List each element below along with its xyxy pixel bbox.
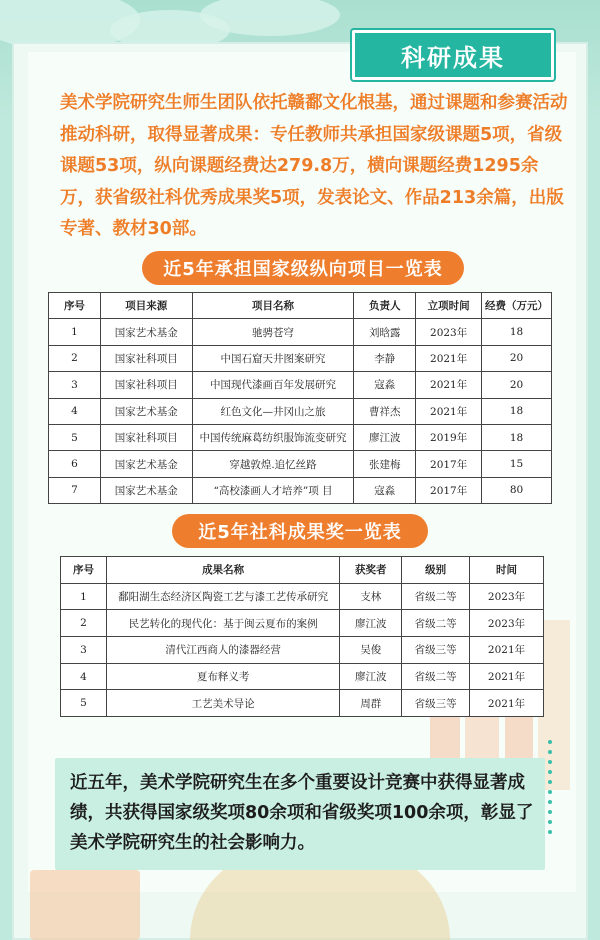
cell-project: 穿越敦煌.追忆丝路 bbox=[192, 451, 354, 477]
table-row bbox=[61, 690, 544, 717]
cell-source: 国家艺术基金 bbox=[100, 319, 192, 345]
cell-index: 5 bbox=[49, 424, 101, 450]
cell-funding: 20 bbox=[482, 345, 552, 371]
column-header: 项目名称 bbox=[192, 293, 354, 319]
cell-year: 2021年 bbox=[470, 637, 544, 664]
cell-project: 红色文化—井冈山之旅 bbox=[192, 398, 354, 424]
cell-winner: 廖江波 bbox=[340, 610, 402, 637]
cell-achievement: 鄱阳湖生态经济区陶瓷工艺与漆工艺传承研究 bbox=[106, 583, 339, 610]
cell-date: 2017年 bbox=[416, 477, 482, 503]
cell-leader: 廖江波 bbox=[354, 424, 416, 450]
summary-paragraph: 近五年，美术学院研究生在多个重要设计竞赛中获得显著成绩，共获得国家级奖项80余项和省级奖项100余项，彰显了美术学院研究生的社会影响力。 bbox=[70, 773, 534, 853]
dots-decoration bbox=[548, 740, 556, 840]
cell-project: 中国现代漆画百年发展研究 bbox=[192, 372, 354, 398]
column-header: 序号 bbox=[61, 557, 107, 584]
intro-paragraph: 美术学院研究生师生团队依托赣鄱文化根基，通过课题和参赛活动推动科研，取得显著成果：专任教师共承担国家级课题5项，省级课题53项，纵向课题经费达279.8万，横向课题经费1295余万，获省级社科优秀成果奖5项，发表论文、作品213余篇，出版专著、教材30部。 bbox=[60, 93, 568, 239]
cell-leader: 寇淼 bbox=[354, 372, 416, 398]
cell-leader: 曹祥杰 bbox=[354, 398, 416, 424]
cell-index: 2 bbox=[61, 610, 107, 637]
cell-date: 2021年 bbox=[416, 345, 482, 371]
cell-achievement: 清代江西商人的漆器经营 bbox=[106, 637, 339, 664]
cell-date: 2021年 bbox=[416, 398, 482, 424]
national-projects-table bbox=[48, 292, 552, 504]
cell-achievement: 工艺美术导论 bbox=[106, 690, 339, 717]
table-row bbox=[61, 637, 544, 664]
cell-funding: 80 bbox=[482, 477, 552, 503]
table-row bbox=[49, 424, 552, 450]
column-header: 成果名称 bbox=[106, 557, 339, 584]
column-header: 项目来源 bbox=[100, 293, 192, 319]
cell-achievement: 民艺转化的现代化：基于闽云夏布的案例 bbox=[106, 610, 339, 637]
table-header-row bbox=[49, 293, 552, 319]
cell-source: 国家社科项目 bbox=[100, 345, 192, 371]
table-header-row bbox=[61, 557, 544, 584]
cell-year: 2021年 bbox=[470, 663, 544, 690]
cell-funding: 20 bbox=[482, 372, 552, 398]
table-row bbox=[49, 477, 552, 503]
table-row bbox=[61, 663, 544, 690]
cell-project: 中国传统麻葛纺织服饰流变研究 bbox=[192, 424, 354, 450]
table-row bbox=[49, 345, 552, 371]
cell-date: 2023年 bbox=[416, 319, 482, 345]
cell-source: 国家社科项目 bbox=[100, 372, 192, 398]
cell-source: 国家艺术基金 bbox=[100, 398, 192, 424]
cell-winner: 支林 bbox=[340, 583, 402, 610]
page-title: 科研成果 bbox=[352, 30, 554, 80]
cell-year: 2021年 bbox=[470, 690, 544, 717]
cell-date: 2019年 bbox=[416, 424, 482, 450]
cell-funding: 18 bbox=[482, 398, 552, 424]
cell-funding: 15 bbox=[482, 451, 552, 477]
column-header: 负责人 bbox=[354, 293, 416, 319]
cell-leader: 寇淼 bbox=[354, 477, 416, 503]
cell-source: 国家艺术基金 bbox=[100, 477, 192, 503]
table-row bbox=[61, 610, 544, 637]
table-row bbox=[49, 319, 552, 345]
cell-winner: 周群 bbox=[340, 690, 402, 717]
cell-source: 国家艺术基金 bbox=[100, 451, 192, 477]
cell-index: 2 bbox=[49, 345, 101, 371]
cell-index: 3 bbox=[61, 637, 107, 664]
cell-index: 3 bbox=[49, 372, 101, 398]
cell-index: 1 bbox=[61, 583, 107, 610]
cell-level: 省级二等 bbox=[402, 610, 470, 637]
cell-index: 7 bbox=[49, 477, 101, 503]
cell-index: 1 bbox=[49, 319, 101, 345]
cell-achievement: 夏布释义考 bbox=[106, 663, 339, 690]
cell-leader: 刘晗露 bbox=[354, 319, 416, 345]
table-row bbox=[49, 372, 552, 398]
cell-leader: 张建梅 bbox=[354, 451, 416, 477]
awards-table bbox=[60, 556, 544, 717]
table-row bbox=[61, 583, 544, 610]
table2-title: 近5年社科成果奖一览表 bbox=[172, 514, 428, 548]
column-header: 时间 bbox=[470, 557, 544, 584]
cell-year: 2023年 bbox=[470, 583, 544, 610]
cell-winner: 廖江波 bbox=[340, 663, 402, 690]
cell-index: 5 bbox=[61, 690, 107, 717]
cell-leader: 李静 bbox=[354, 345, 416, 371]
column-header: 获奖者 bbox=[340, 557, 402, 584]
cell-funding: 18 bbox=[482, 424, 552, 450]
cell-project: “高校漆画人才培养”项 目 bbox=[192, 477, 354, 503]
table-row bbox=[49, 398, 552, 424]
cell-winner: 吴俊 bbox=[340, 637, 402, 664]
table1-title: 近5年承担国家级纵向项目一览表 bbox=[142, 251, 464, 285]
cell-date: 2017年 bbox=[416, 451, 482, 477]
column-header: 级别 bbox=[402, 557, 470, 584]
cell-level: 省级二等 bbox=[402, 663, 470, 690]
cell-year: 2023年 bbox=[470, 610, 544, 637]
cell-level: 省级二等 bbox=[402, 583, 470, 610]
table-row bbox=[49, 451, 552, 477]
column-header: 立项时间 bbox=[416, 293, 482, 319]
column-header: 经费（万元） bbox=[482, 293, 552, 319]
cell-funding: 18 bbox=[482, 319, 552, 345]
cell-date: 2021年 bbox=[416, 372, 482, 398]
cell-source: 国家社科项目 bbox=[100, 424, 192, 450]
cell-project: 中国石窟天井图案研究 bbox=[192, 345, 354, 371]
cell-level: 省级三等 bbox=[402, 637, 470, 664]
cell-index: 6 bbox=[49, 451, 101, 477]
lantern-decoration bbox=[30, 870, 140, 940]
cell-index: 4 bbox=[61, 663, 107, 690]
cell-level: 省级三等 bbox=[402, 690, 470, 717]
cell-index: 4 bbox=[49, 398, 101, 424]
column-header: 序号 bbox=[49, 293, 101, 319]
cell-project: 驰骋苍穹 bbox=[192, 319, 354, 345]
